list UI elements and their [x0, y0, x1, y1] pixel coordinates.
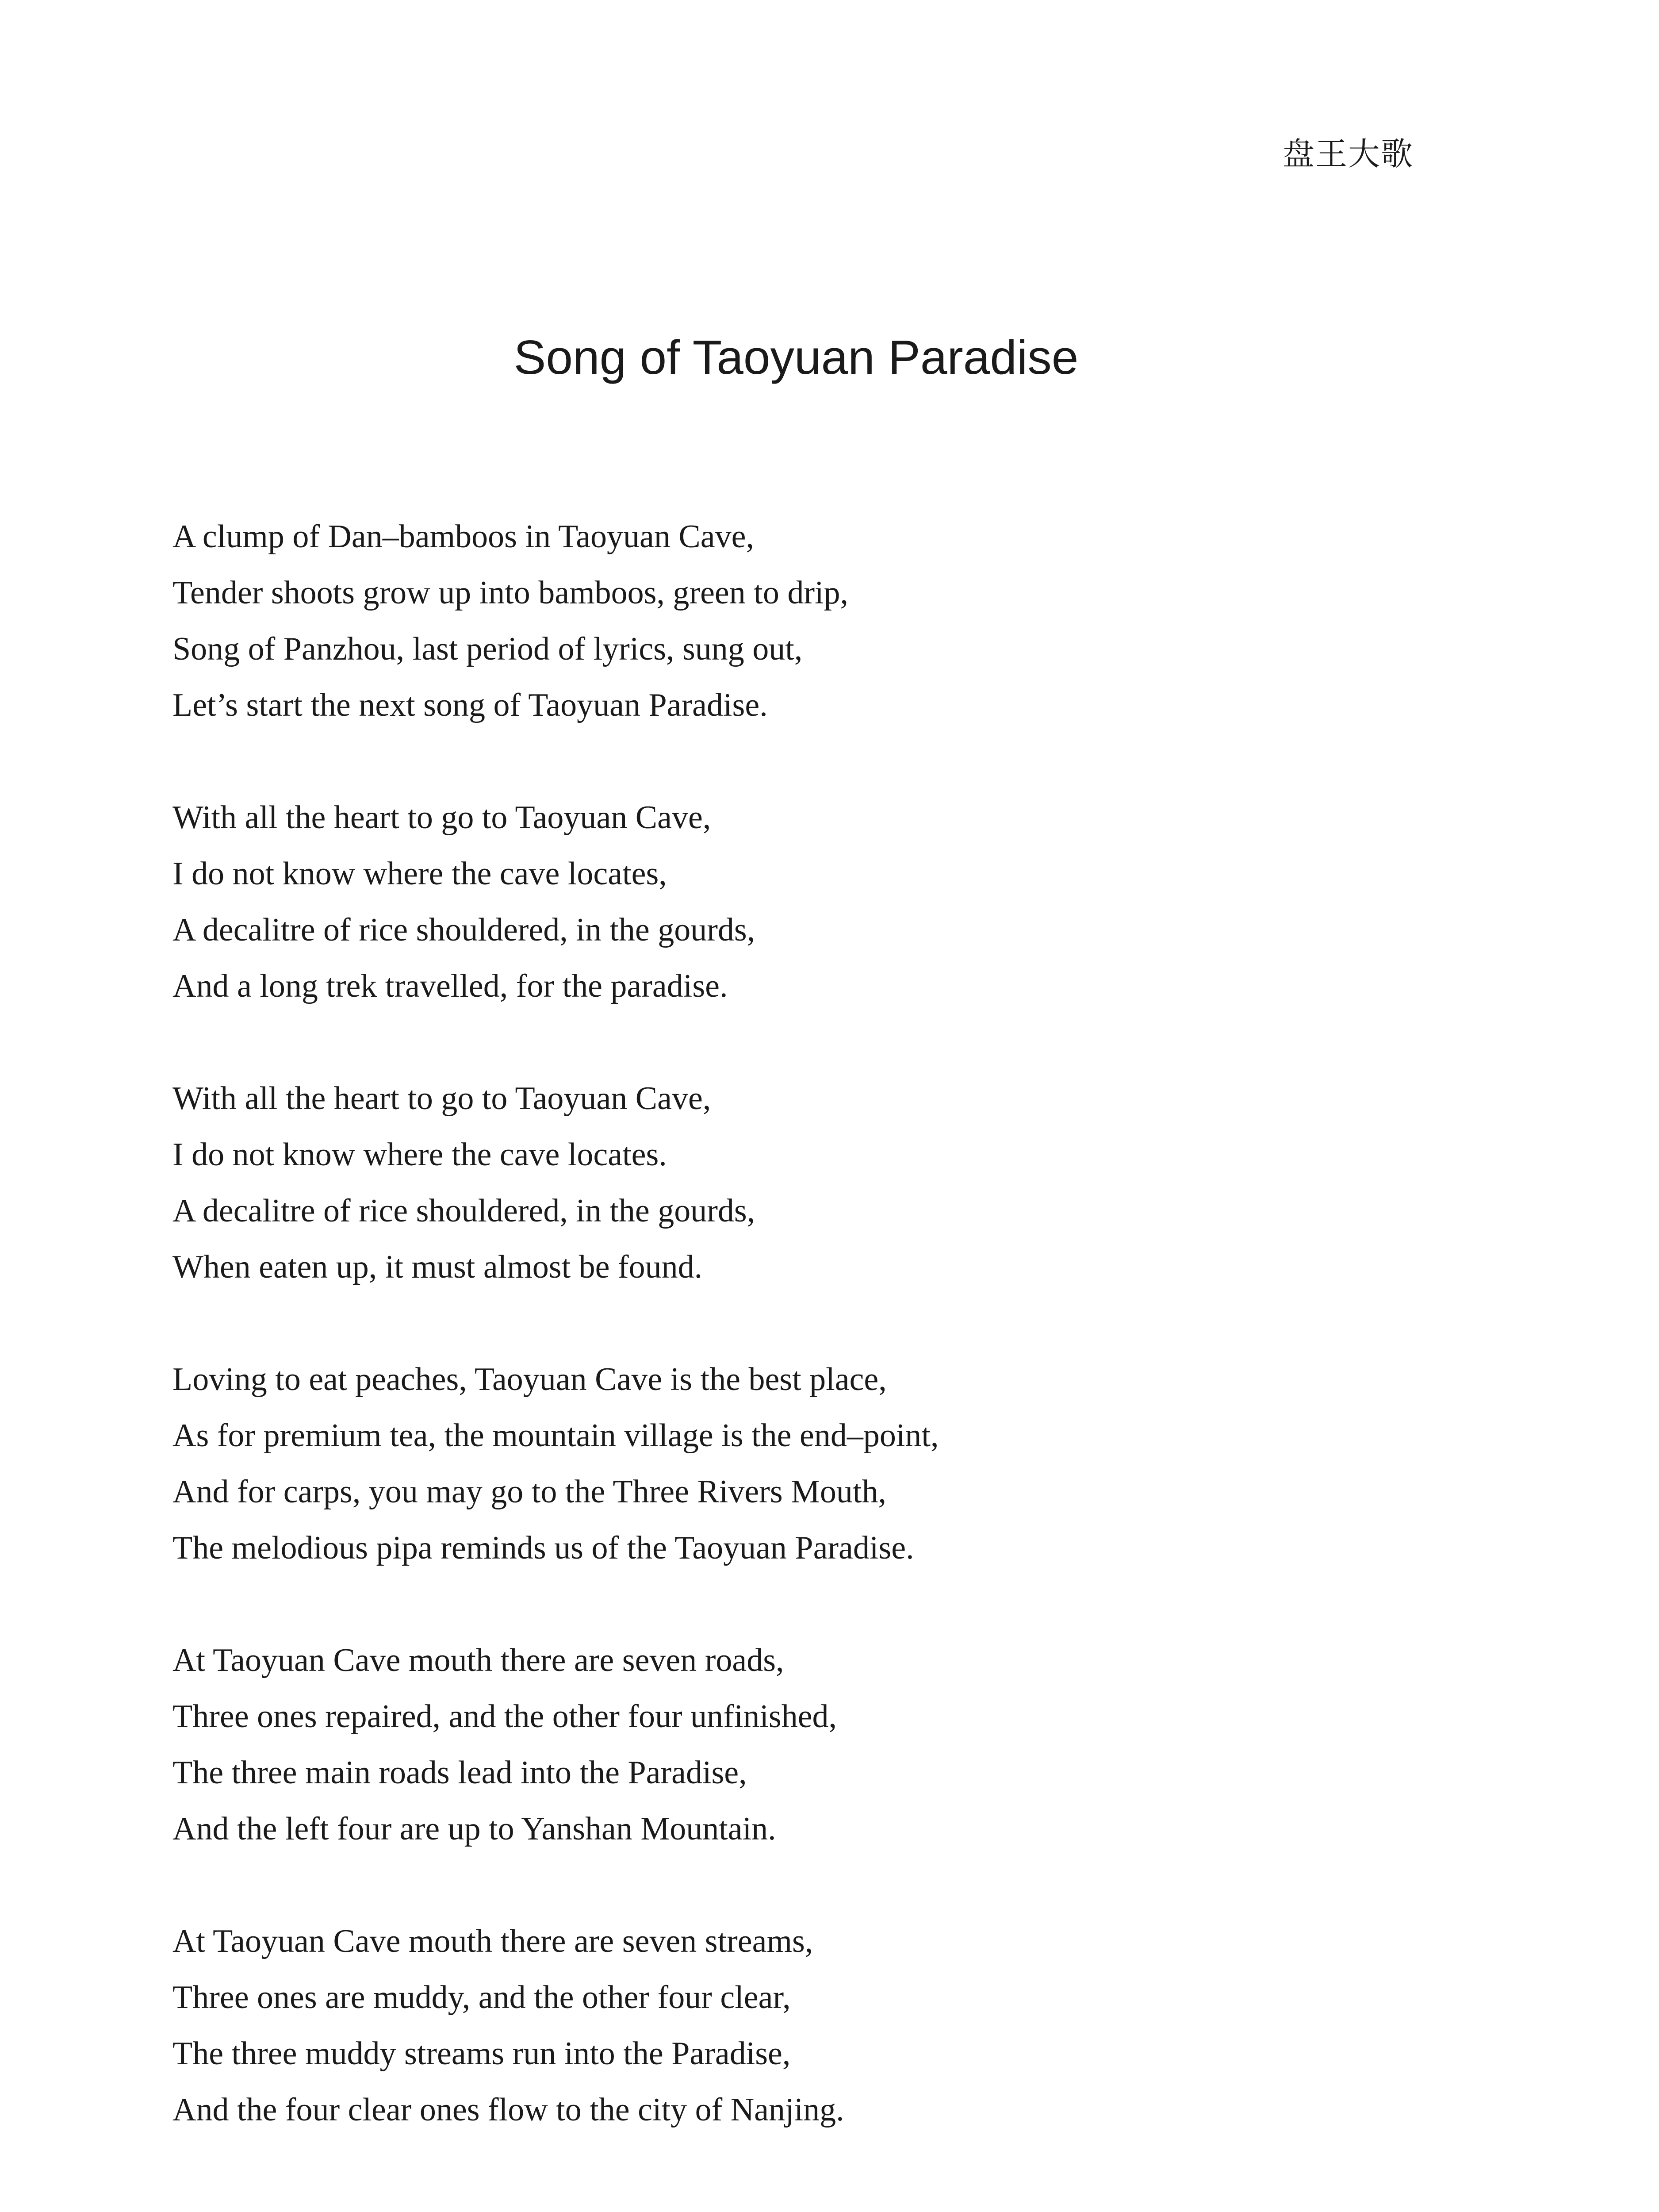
poem-line: And a long trek travelled, for the paradise. — [172, 968, 728, 1004]
poem-line: And the left four are up to Yanshan Mountain. — [172, 1811, 776, 1847]
poem-line: A clump of Dan–bamboos in Taoyuan Cave, — [172, 518, 754, 555]
poem-title: Song of Taoyuan Paradise — [513, 330, 1079, 384]
poem-body — [172, 509, 1499, 2194]
poem-line: Let’s start the next song of Taoyuan Paradise. — [172, 687, 768, 723]
stanza-1 — [172, 509, 1499, 733]
poem-line: And the four clear ones flow to the city of Nanjing. — [172, 2092, 844, 2128]
poem-line: Three ones repaired, and the other four unfinished, — [172, 1698, 837, 1735]
poem-line: A decalitre of rice shouldered, in the gourds, — [172, 912, 755, 948]
poem-line: Three ones are muddy, and the other four clear, — [172, 1979, 791, 2016]
stanza-4 — [172, 1352, 1499, 1576]
poem-line: I do not know where the cave locates. — [172, 1137, 667, 1173]
poem-line: At Taoyuan Cave mouth there are seven roads, — [172, 1642, 784, 1678]
poem-line: The three muddy streams run into the Paradise, — [172, 2035, 791, 2072]
stanza-5 — [172, 1632, 1499, 1857]
poem-line: The three main roads lead into the Paradise, — [172, 1755, 747, 1791]
poem-line: A decalitre of rice shouldered, in the gourds, — [172, 1193, 755, 1229]
poem-line: I do not know where the cave locates, — [172, 856, 667, 892]
poem-line: As for premium tea, the mountain village is the end–point, — [172, 1417, 939, 1454]
poem-line: With all the heart to go to Taoyuan Cave, — [172, 799, 711, 836]
poem-line: At Taoyuan Cave mouth there are seven streams, — [172, 1923, 813, 1959]
stanza-6 — [172, 1913, 1499, 2138]
poem-line: And for carps, you may go to the Three Rivers Mouth, — [172, 1474, 886, 1510]
poem-line: Tender shoots grow up into bamboos, green to drip, — [172, 575, 849, 611]
stanza-2 — [172, 790, 1499, 1014]
running-header: 盘王大歌 — [1282, 135, 1414, 173]
stanza-3 — [172, 1071, 1499, 1295]
poem-line: Song of Panzhou, last period of lyrics, sung out, — [172, 631, 803, 667]
poem-line: With all the heart to go to Taoyuan Cave, — [172, 1080, 711, 1117]
poem-line: Loving to eat peaches, Taoyuan Cave is the best place, — [172, 1361, 887, 1398]
poem-line: When eaten up, it must almost be found. — [172, 1249, 703, 1285]
poem-line: The melodious pipa reminds us of the Taoyuan Paradise. — [172, 1530, 914, 1566]
